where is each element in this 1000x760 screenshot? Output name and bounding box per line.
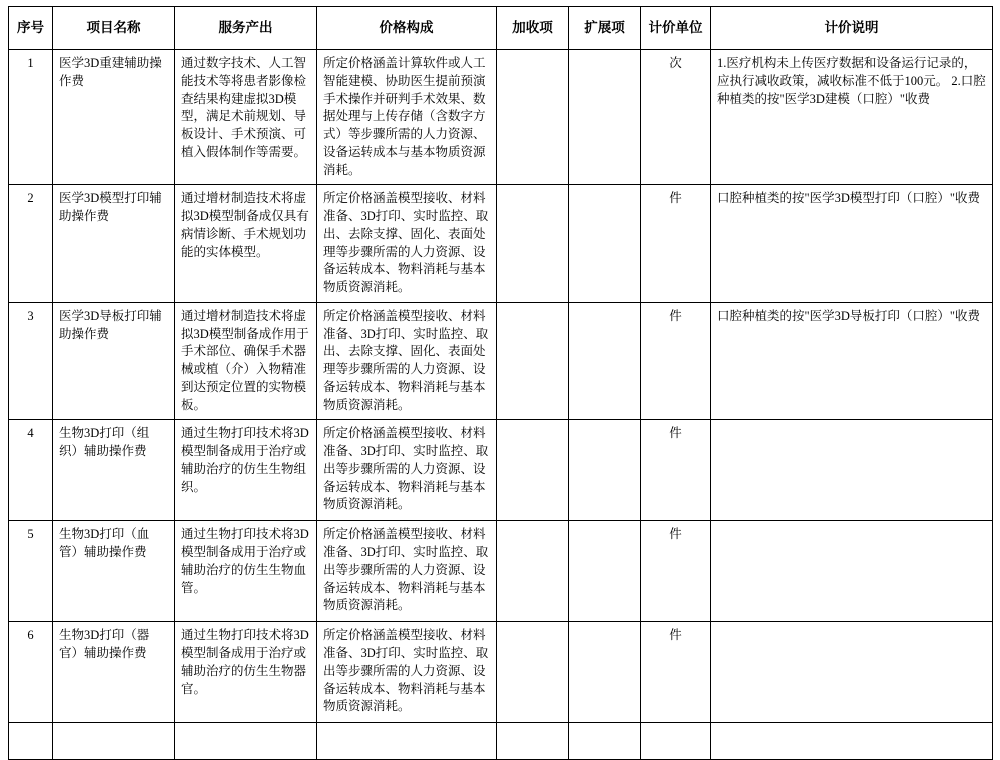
cell-output: [175, 723, 317, 760]
cell-price-composition: 所定价格涵盖模型接收、材料准备、3D打印、实时监控、取出等步骤所需的人力资源、设备运转成本、物料消耗与基本物质资源消耗。: [317, 622, 497, 723]
cell-note: [711, 723, 993, 760]
column-header-output: 服务产出: [175, 7, 317, 50]
cell-unit: 件: [641, 302, 711, 420]
cell-extra1: [497, 622, 569, 723]
column-header-price-composition: 价格构成: [317, 7, 497, 50]
column-header-extra1: 加收项: [497, 7, 569, 50]
cell-note: [711, 622, 993, 723]
cell-unit: 件: [641, 521, 711, 622]
table-header-row: [9, 7, 993, 50]
cell-unit: [641, 723, 711, 760]
cell-seq: 2: [9, 185, 53, 303]
table-row: [9, 50, 993, 185]
cell-output: 通过生物打印技术将3D模型制备成用于治疗或辅助治疗的仿生生物器官。: [175, 622, 317, 723]
table-row: [9, 185, 993, 303]
column-header-extra2: 扩展项: [569, 7, 641, 50]
cell-extra1: [497, 420, 569, 521]
cell-extra2: [569, 302, 641, 420]
cell-extra2: [569, 723, 641, 760]
cell-extra1: [497, 185, 569, 303]
cell-name: 医学3D重建辅助操作费: [53, 50, 175, 185]
cell-unit: 次: [641, 50, 711, 185]
cell-note: 口腔种植类的按"医学3D导板打印（口腔）"收费: [711, 302, 993, 420]
cell-seq: 1: [9, 50, 53, 185]
cell-extra2: [569, 50, 641, 185]
column-header-unit: 计价单位: [641, 7, 711, 50]
cell-extra2: [569, 622, 641, 723]
cell-seq: 6: [9, 622, 53, 723]
cell-unit: 件: [641, 185, 711, 303]
cell-output: 通过生物打印技术将3D模型制备成用于治疗或辅助治疗的仿生生物血管。: [175, 521, 317, 622]
column-header-seq: 序号: [9, 7, 53, 50]
cell-price-composition: 所定价格涵盖模型接收、材料准备、3D打印、实时监控、取出等步骤所需的人力资源、设备运转成本、物料消耗与基本物质资源消耗。: [317, 420, 497, 521]
cell-extra2: [569, 420, 641, 521]
cell-name: 生物3D打印（血管）辅助操作费: [53, 521, 175, 622]
table-row: [9, 622, 993, 723]
cell-price-composition: 所定价格涵盖模型接收、材料准备、3D打印、实时监控、取出、去除支撑、固化、表面处理等步骤所需的人力资源、设备运转成本、物料消耗与基本物质资源消耗。: [317, 302, 497, 420]
cell-name: 生物3D打印（器官）辅助操作费: [53, 622, 175, 723]
cell-output: 通过增材制造技术将虚拟3D模型制备成作用于手术部位、确保手术器械或植（介）入物精准到达预定位置的实物模板。: [175, 302, 317, 420]
cell-unit: 件: [641, 420, 711, 521]
cell-note: 口腔种植类的按"医学3D模型打印（口腔）"收费: [711, 185, 993, 303]
cell-unit: 件: [641, 622, 711, 723]
cell-extra1: [497, 50, 569, 185]
column-header-note: 计价说明: [711, 7, 993, 50]
cell-seq: 4: [9, 420, 53, 521]
cell-output: 通过增材制造技术将虚拟3D模型制备成仅具有病情诊断、手术规划功能的实体模型。: [175, 185, 317, 303]
table-row: [9, 723, 993, 760]
cell-extra1: [497, 723, 569, 760]
column-header-name: 项目名称: [53, 7, 175, 50]
cell-name: 医学3D模型打印辅助操作费: [53, 185, 175, 303]
cell-seq: 5: [9, 521, 53, 622]
cell-extra1: [497, 521, 569, 622]
cell-price-composition: 所定价格涵盖模型接收、材料准备、3D打印、实时监控、取出等步骤所需的人力资源、设备运转成本、物料消耗与基本物质资源消耗。: [317, 521, 497, 622]
cell-extra2: [569, 521, 641, 622]
cell-note: [711, 420, 993, 521]
cell-price-composition: 所定价格涵盖模型接收、材料准备、3D打印、实时监控、取出、去除支撑、固化、表面处理等步骤所需的人力资源、设备运转成本、物料消耗与基本物质资源消耗。: [317, 185, 497, 303]
cell-note: [711, 521, 993, 622]
cell-seq: 3: [9, 302, 53, 420]
cell-price-composition: 所定价格涵盖计算软件或人工智能建模、协助医生提前预演手术操作并研判手术效果、数据处理与上传存储（含数字方式）等步骤所需的人力资源、设备运转成本与基本物质资源消耗。: [317, 50, 497, 185]
cell-extra1: [497, 302, 569, 420]
table-row: [9, 521, 993, 622]
cell-output: 通过数字技术、人工智能技术等将患者影像检查结果构建虚拟3D模型，满足术前规划、导板设计、手术预演、可植入假体制作等需要。: [175, 50, 317, 185]
cell-seq: [9, 723, 53, 760]
cell-name: 医学3D导板打印辅助操作费: [53, 302, 175, 420]
cell-note: 1.医疗机构未上传医疗数据和设备运行记录的，应执行减收政策，减收标准不低于100元。 2.口腔种植类的按"医学3D建模（口腔）"收费: [711, 50, 993, 185]
table-row: [9, 420, 993, 521]
cell-output: 通过生物打印技术将3D模型制备成用于治疗或辅助治疗的仿生生物组织。: [175, 420, 317, 521]
price-items-table: [8, 6, 993, 760]
cell-name: [53, 723, 175, 760]
table-row: [9, 302, 993, 420]
cell-extra2: [569, 185, 641, 303]
cell-price-composition: [317, 723, 497, 760]
cell-name: 生物3D打印（组织）辅助操作费: [53, 420, 175, 521]
